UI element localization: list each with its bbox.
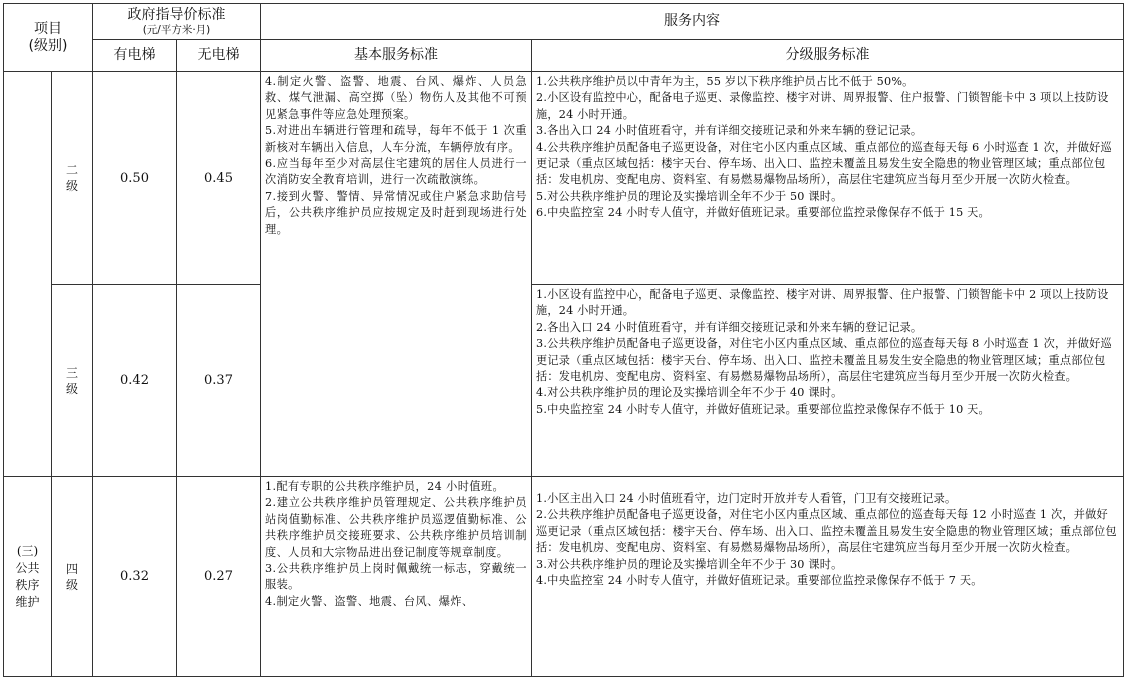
price-elevator-cell: 0.50 [93,72,177,285]
no-elevator-header: 无电梯 [177,40,261,72]
service-standard-table [3,3,1124,677]
list-item: 3.公共秩序维护员配备电子巡更设备，对住宅小区内重点区域、重点部位的巡查每天每 8 小时巡查 1 次，并做好巡更记录（重点区域包括：楼宇天台、停车场、出入口、监控未覆盖且易发生安全隐患的物业管理区域；重点部位包括：发电机房、变配电房、资料室、有易燃易爆物品场所），高层住宅建筑应当每月至少开展一次防火检查。 [536,337,1112,384]
list-item: 1.配有专职的公共秩序维护员，24 小时值班。 [265,480,505,493]
list-item: 5.对进出车辆进行管理和疏导，每年不低于 1 次重新核对车辆出入信息，人车分流，车辆停放有序。 [265,124,527,154]
list-item: 7.接到火警、警情、异常情况或住户紧急求助信号后，公共秩序维护员应按规定及时赶到现场进行处理。 [265,189,527,236]
header-row-1 [4,4,1124,40]
list-item: 4.对公共秩序维护员的理论及实操培训全年不少于 40 课时。 [536,386,843,400]
table-row [4,285,1124,477]
list-item: 4.公共秩序维护员配备电子巡更设备，对住宅小区内重点区域、重点部位的巡查每天每 6 小时巡查 1 次，并做好巡更记录（重点区域包括：楼宇天台、停车场、出入口、监控未覆盖且易发生安全隐患的物业管理区域；重点部位包括：发电机房、变配电房、资料室、有易燃易爆物品场所），高层住宅建筑应当每月至少开展一次防火检查。 [536,140,1112,187]
basic-standard-cell [261,477,532,677]
list-item: 4.制定火警、盗警、地震、台风、爆炸、 [265,594,474,608]
basic-standard-header: 基本服务标准 [261,40,532,72]
list-item: 3.各出入口 24 小时值班看守，并有详细交接班记录和外来车辆的登记记录。 [536,124,923,138]
graded-standard-cell [532,477,1124,677]
level-cell: 三 级 [52,285,93,477]
graded-standard-cell [532,285,1124,477]
project-level-header: 项目 (级别) [4,4,93,72]
list-item: 1.公共秩序维护员以中青年为主，55 岁以下秩序维护员占比不低于 50%。 [536,75,914,88]
list-item: 2.公共秩序维护员配备电子巡更设备，对住宅小区内重点区域、重点部位的巡查每天每 12 小时巡查 1 次，并做好巡更记录（重点区域包括：楼宇天台、停车场、出入口、监控未覆盖且易发生安全隐患的物业管理区域；重点部位包括：发电机房、变配电房、资料室、有易燃易爆物品场所），高层住宅建筑应当每月至少开展一次防火检查。 [536,508,1117,555]
level-cell: 四 级 [52,477,93,677]
list-item: 5.对公共秩序维护员的理论及实操培训全年不少于 50 课时。 [536,189,843,203]
table-row [4,72,1124,285]
price-no-elevator-cell: 0.45 [177,72,261,285]
level-cell: 二 级 [52,72,93,285]
header-row-2 [4,40,1124,72]
table-row [4,477,1124,677]
list-item: 2.各出入口 24 小时值班看守，并有详细交接班记录和外来车辆的登记记录。 [536,320,923,334]
price-elevator-cell: 0.42 [93,285,177,477]
graded-standard-header: 分级服务标准 [532,40,1124,72]
elevator-header: 有电梯 [93,40,177,72]
list-item: 2.小区设有监控中心，配备电子巡更、录像监控、楼宇对讲、周界报警、住户报警、门锁智能卡中 3 项以上技防设施，24 小时开通。 [536,91,1109,121]
list-item: 1.小区主出入口 24 小时值班看守，边门定时开放并专人看管，门卫有交接班记录。 [536,492,957,505]
price-no-elevator-cell: 0.37 [177,285,261,477]
list-item: 3.公共秩序维护员上岗时佩戴统一标志，穿戴统一服装。 [265,562,527,592]
list-item: 6.中央监控室 24 小时专人值守，并做好值班记录。重要部位监控录像保存不低于 15 天。 [536,206,990,220]
graded-standard-cell [532,72,1124,285]
category-cell: (三) 公共 秩序 维护 [4,477,52,677]
price-standard-header: 政府指导价标准 (元/平方米·月) [93,4,261,40]
price-no-elevator-cell: 0.27 [177,477,261,677]
list-item: 1.小区设有监控中心，配备电子巡更、录像监控、楼宇对讲、周界报警、住户报警、门锁智能卡中 2 项以上技防设施，24 小时开通。 [536,288,1109,318]
list-item: 5.中央监控室 24 小时专人值守，并做好值班记录。重要部位监控录像保存不低于 10 天。 [536,402,990,416]
list-item: 4.中央监控室 24 小时专人值守，并做好值班记录。重要部位监控录像保存不低于 7 天。 [536,574,983,588]
price-elevator-cell: 0.32 [93,477,177,677]
service-content-header: 服务内容 [261,4,1124,40]
list-item: 6.应当每年至少对高层住宅建筑的居住人员进行一次消防安全教育培训，进行一次疏散演练。 [265,157,527,187]
category-cell-empty [4,72,52,477]
list-item: 2.建立公共秩序维护员管理规定、公共秩序维护员站岗值勤标准、公共秩序维护员巡逻值勤标准、公共秩序维护员交接班要求、公共秩序维护员培训制度、人员和大宗物品进出登记制度等规章制度。 [265,496,527,559]
list-item: 4.制定火警、盗警、地震、台风、爆炸、人员急救、煤气泄漏、高空掷（坠）物伤人及其他不可预见紧急事件等应急处理预案。 [265,75,527,121]
list-item: 3.对公共秩序维护员的理论及实操培训全年不少于 30 课时。 [536,557,843,571]
basic-standard-cell [261,72,532,477]
